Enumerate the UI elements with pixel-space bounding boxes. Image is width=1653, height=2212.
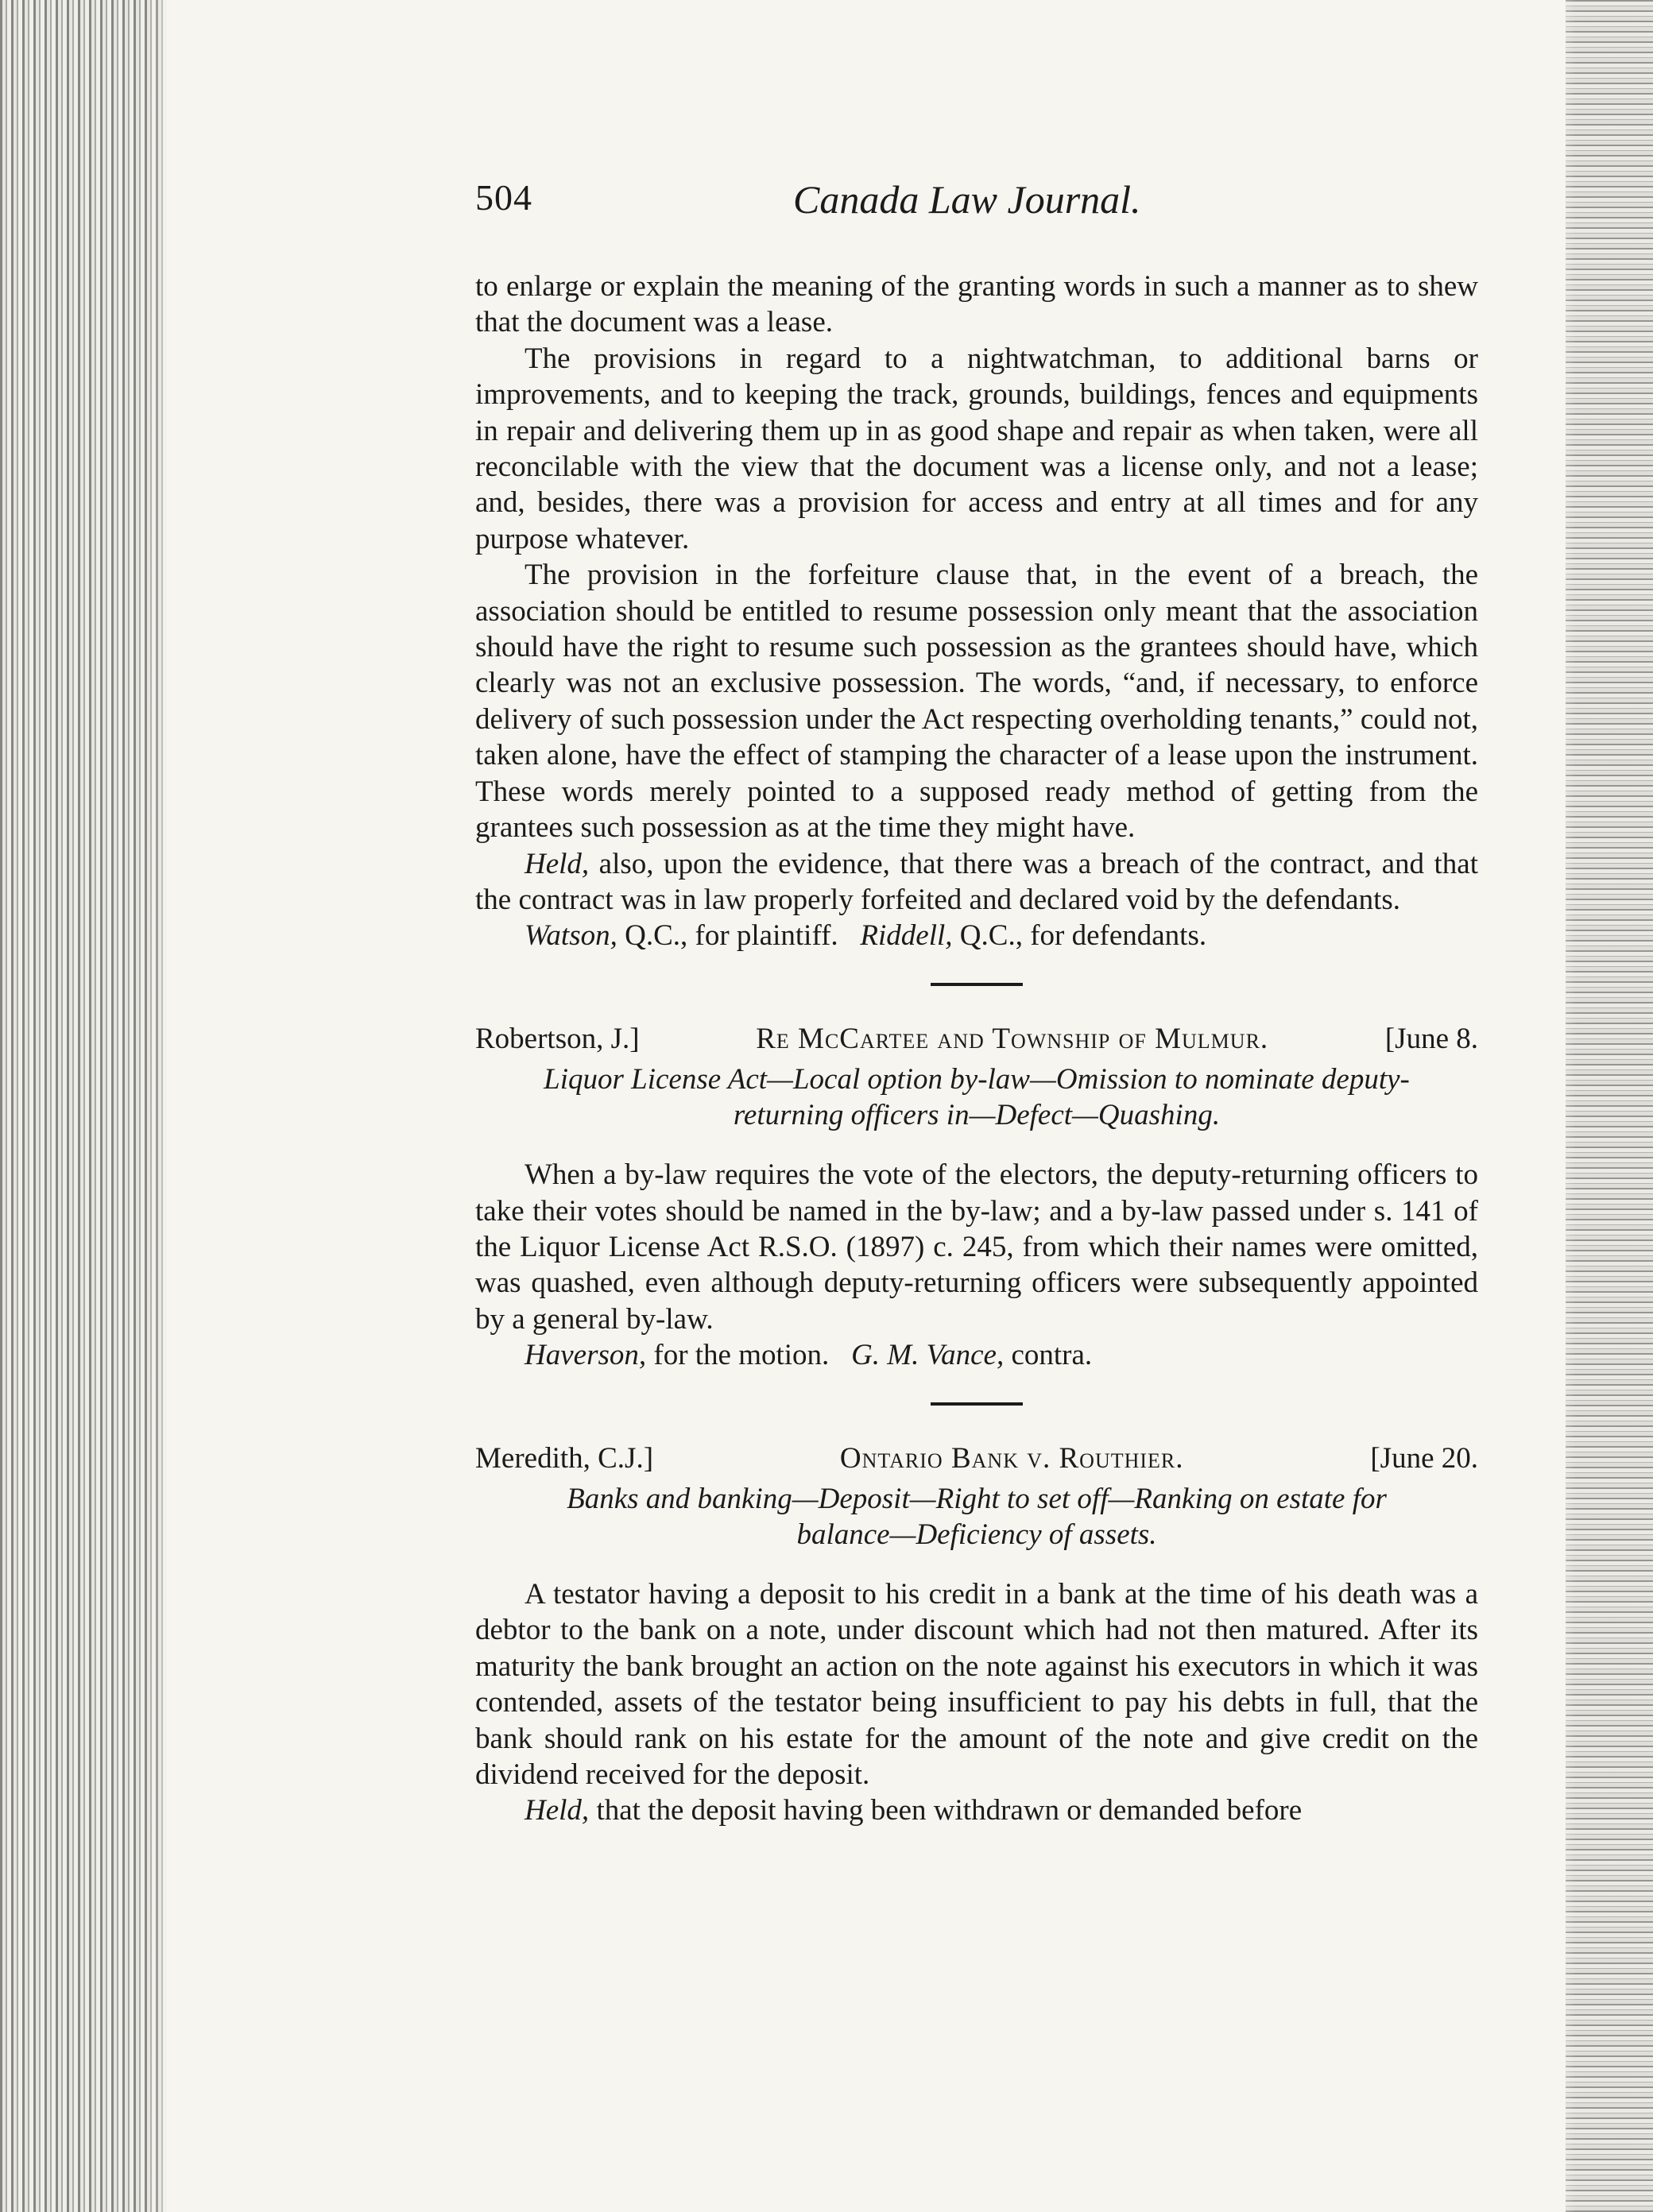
counsel-defendant-name: Riddell, — [860, 919, 953, 953]
counsel-line — [475, 1337, 1478, 1373]
case-heading — [475, 1021, 1478, 1057]
held-text: that the deposit having been withdrawn or demanded before — [589, 1794, 1303, 1827]
case-date: [June 20. — [1370, 1441, 1478, 1475]
gutter-shadow-left — [0, 0, 207, 2212]
case-date: [June 8. — [1384, 1022, 1478, 1055]
held-paragraph — [475, 1792, 1478, 1828]
case-heading — [475, 1441, 1478, 1476]
case-headnote — [475, 1062, 1478, 1133]
edge-shadow-right — [1534, 0, 1653, 2212]
case-headnote — [475, 1481, 1478, 1553]
section-divider — [931, 983, 1023, 986]
headnote-line: balance—Deficiency of assets. — [796, 1518, 1157, 1551]
held-label: Held, — [525, 847, 590, 880]
counsel-contra-role: contra. — [1004, 1339, 1093, 1372]
headnote-line: Banks and banking—Deposit—Right to set off—Ranking on estate for — [567, 1482, 1387, 1515]
case-title: Ontario Bank v. Routhier. — [839, 1441, 1184, 1475]
page-header — [475, 176, 1477, 227]
headnote-line: Liquor License Act—Local option by-law—Omission to nominate deputy- — [544, 1063, 1410, 1096]
forfeiture-paragraph: The provision in the forfeiture clause that, in the event of a breach, the association should be entitled to resume possession only meant that the association should have the right to resume such possession as the grantees should have, which clearly was not an exclusive possession. The words, “and, if necessary, to enforce delivery of such possession under the Act respecting overholding tenants,” could not, taken alone, have the effect of stamping the character of a lease upon the instrument. These words merely pointed to a supposed ready method of getting from the grantees such possession as at the time they might have. — [475, 559, 1478, 845]
page-body — [475, 269, 1478, 1829]
counsel-defendant-role: Q.C., for defendants. — [952, 919, 1207, 953]
case-judge: Robertson, J.] — [475, 1022, 640, 1055]
counsel-contra-name: G. M. Vance, — [851, 1339, 1005, 1372]
held-label: Held, — [525, 1794, 590, 1827]
case-judge: Meredith, C.J.] — [475, 1441, 654, 1475]
held-paragraph — [475, 846, 1478, 918]
counsel-motion-role: for the motion. — [646, 1339, 830, 1372]
case-title: Re McCartee and Township of Mulmur. — [756, 1022, 1269, 1055]
headnote-line: returning officers in—Defect—Quashing. — [733, 1099, 1221, 1132]
counsel-line — [475, 918, 1478, 953]
page-number: 504 — [475, 177, 532, 218]
continuation-paragraph: to enlarge or explain the meaning of the granting words in such a manner as to shew that the document was a lease. — [475, 270, 1478, 339]
counsel-plaintiff-name: Watson, — [525, 919, 617, 953]
counsel-motion-name: Haverson, — [525, 1339, 647, 1372]
counsel-plaintiff-role: Q.C., for plaintiff. — [617, 919, 838, 953]
case-summary: A testator having a deposit to his credit in a bank at the time of his death was a debtor to the bank on a note, under discount which had not then matured. After its maturity the bank brought an action on the note against his executors in which it was contended, assets of the testator being insufficient to pay his debts in full, that the bank should rank on his estate for the amount of the note and give credit on the dividend received for the deposit. — [475, 1577, 1478, 1791]
provisions-paragraph: The provisions in regard to a nightwatchman, to additional barns or improvements, and to keeping the track, grounds, buildings, fences and equipments in repair and delivering them up in as good shape and repair as when taken, were all reconcilable with the view that the document was a license only, and not a lease; and, besides, there was a provision for access and entry at all times and for any purpose whatever. — [475, 342, 1478, 555]
held-text: also, upon the evidence, that there was a breach of the contract, and that the contract was in law properly forfeited and declared void by the defendants. — [475, 847, 1478, 916]
case-summary: When a by-law requires the vote of the electors, the deputy-returning officers to take their votes should be named in the by-law; and a by-law passed under s. 141 of the Liquor License Act R.S.O. (1897) c. 245, from which their names were omitted, was quashed, even although deputy-returning officers were subsequently appointed by a general by-law. — [475, 1158, 1478, 1336]
section-divider — [931, 1402, 1023, 1406]
journal-title: Canada Law Journal. — [793, 177, 1141, 222]
